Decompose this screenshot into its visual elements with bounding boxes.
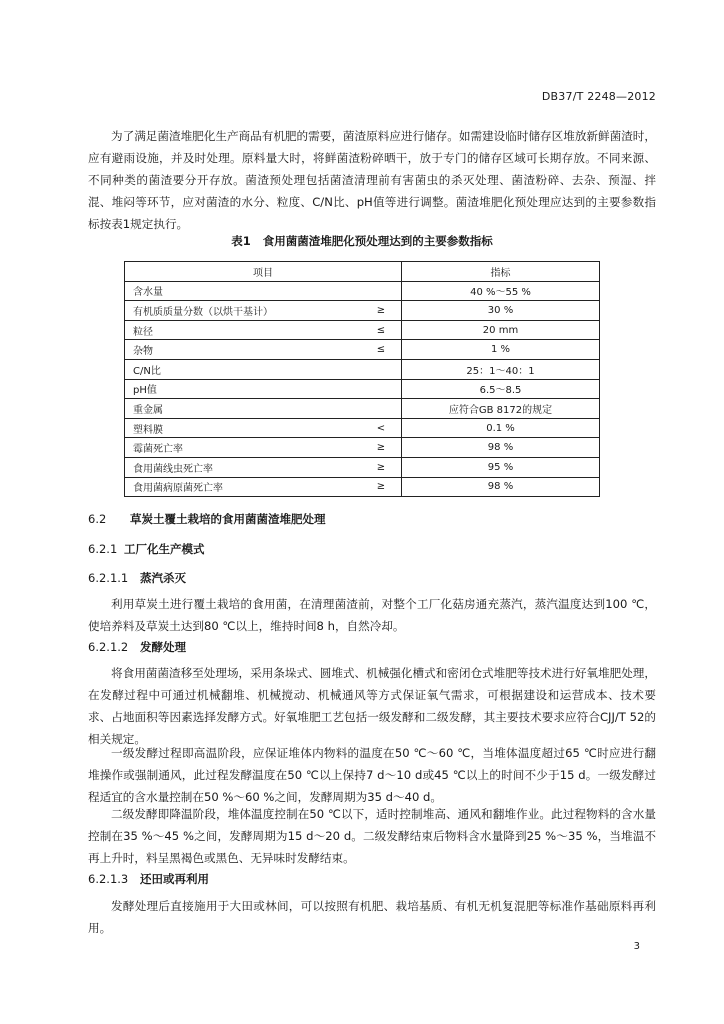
row-item: 粒径 bbox=[125, 320, 362, 340]
intro-paragraph: 为了满足菌渣堆肥化生产商品有机肥的需要，菌渣原料应进行储存。如需建设临时储存区堆放新鲜菌渣时，应有避雨设施，并及时处理。原料量大时，将鲜菌渣粉碎晒干，放于专门的储存区域可长期存放。不同来源、不同种类的菌渣要分开存放。菌渣预处理包括菌渣清理前有害菌虫的杀灭处理、菌渣粉碎、去杂、预湿、拌混、堆闷等环节，应对菌渣的水分、粒度、C/N比、pH值等进行调整。菌渣堆肥化预处理应达到的主要参数指标按表1规定执行。 bbox=[88, 129, 656, 231]
row-operator: ≥ bbox=[361, 438, 402, 458]
field-reuse-paragraph: 发酵处理后直接施用于大田或林间，可以按照有机肥、栽培基质、有机无机复混肥等标准作基础原料再利用。 bbox=[88, 899, 656, 935]
row-item: 有机质质量分数（以烘干基计） bbox=[125, 301, 362, 321]
row-value: 0.1 % bbox=[402, 418, 600, 438]
section-title: 蒸汽杀灭 bbox=[140, 571, 186, 585]
section-6-2-1-heading bbox=[88, 541, 205, 557]
table-row bbox=[125, 359, 600, 379]
row-operator: ≥ bbox=[361, 477, 402, 497]
table-row bbox=[125, 477, 600, 497]
page-number: 3 bbox=[633, 941, 640, 952]
document-code: DB37/T 2248—2012 bbox=[541, 90, 656, 103]
row-value: 95 % bbox=[402, 457, 600, 477]
row-item: pH值 bbox=[125, 379, 402, 399]
section-6-2-1-1-heading bbox=[88, 570, 186, 586]
section-title: 发酵处理 bbox=[140, 640, 186, 654]
row-value: 40 %～55 % bbox=[402, 281, 600, 301]
table-caption-number: 表1 bbox=[231, 234, 251, 248]
row-value: 6.5～8.5 bbox=[402, 379, 600, 399]
table-row bbox=[125, 457, 600, 477]
section-number: 6.2.1.3 bbox=[88, 872, 129, 886]
row-item: 食用菌线虫死亡率 bbox=[125, 457, 362, 477]
table-header-row bbox=[125, 262, 600, 282]
header-value: 指标 bbox=[402, 262, 600, 282]
row-value: 20 mm bbox=[402, 320, 600, 340]
table-caption bbox=[124, 233, 600, 249]
row-item: 含水量 bbox=[125, 281, 402, 301]
table-caption-title: 食用菌菌渣堆肥化预处理达到的主要参数指标 bbox=[262, 234, 493, 248]
row-value: 98 % bbox=[402, 438, 600, 458]
row-item: 杂物 bbox=[125, 340, 362, 360]
fermentation-paragraph-3: 二级发酵即降温阶段，堆体温度控制在50 ℃以下，适时控制堆高、通风和翻堆作业。此过程物料的含水量控制在35 %～45 %之间，发酵周期为15 d～20 d。二级发酵结束后物料含水量降到25 %～35 %，当堆温不再上升时，料呈黑褐色或黑色、无异味时发酵结束。 bbox=[88, 807, 656, 865]
section-number: 6.2.1.1 bbox=[88, 571, 129, 585]
section-number: 6.2.1.2 bbox=[88, 640, 129, 654]
row-operator: < bbox=[361, 418, 402, 438]
table-row bbox=[125, 399, 600, 419]
row-item: 塑料膜 bbox=[125, 418, 362, 438]
row-operator: ≥ bbox=[361, 457, 402, 477]
row-operator: ≤ bbox=[361, 320, 402, 340]
row-item: 重金属 bbox=[125, 399, 402, 419]
row-value: 应符合GB 8172的规定 bbox=[402, 399, 600, 419]
section-title: 还田或再利用 bbox=[140, 872, 209, 886]
steam-sterilization-paragraph: 利用草炭土进行覆土栽培的食用菌，在清理菌渣前，对整个工厂化菇房通充蒸汽，蒸汽温度达到100 ℃，使培养料及草炭土达到80 ℃以上，维持时间8 h，自然冷却。 bbox=[88, 597, 656, 633]
section-number: 6.2 bbox=[88, 512, 107, 526]
row-operator: ≤ bbox=[361, 340, 402, 360]
row-item: C/N比 bbox=[125, 359, 402, 379]
section-6-2-1-3-heading bbox=[88, 871, 209, 887]
table-row bbox=[125, 418, 600, 438]
row-item: 食用菌病原菌死亡率 bbox=[125, 477, 362, 497]
row-value: 25：1～40：1 bbox=[402, 359, 600, 379]
section-title: 工厂化生产模式 bbox=[124, 542, 205, 556]
row-value: 98 % bbox=[402, 477, 600, 497]
header-item: 项目 bbox=[125, 262, 402, 282]
table-row bbox=[125, 379, 600, 399]
table-row bbox=[125, 281, 600, 301]
section-title: 草炭土覆土栽培的食用菌菌渣堆肥处理 bbox=[130, 512, 326, 526]
table-row bbox=[125, 301, 600, 321]
row-value: 30 % bbox=[402, 301, 600, 321]
row-value: 1 % bbox=[402, 340, 600, 360]
fermentation-paragraph-1: 将食用菌菌渣移至处理场，采用条垛式、圆堆式、机械强化槽式和密闭仓式堆肥等技术进行好氧堆肥处理，在发酵过程中可通过机械翻堆、机械搅动、机械通风等方式保证氧气需求，可根据建设和运营成本、技术要求、占地面积等因素选择发酵方式。好氧堆肥工艺包括一级发酵和二级发酵，其主要技术要求应符合CJJ/T 52的相关规定。 bbox=[88, 666, 656, 746]
parameter-table bbox=[124, 261, 600, 497]
section-number: 6.2.1 bbox=[88, 542, 118, 556]
row-item: 霉菌死亡率 bbox=[125, 438, 362, 458]
section-6-2-1-2-heading bbox=[88, 639, 186, 655]
table-row bbox=[125, 320, 600, 340]
fermentation-paragraph-2: 一级发酵过程即高温阶段，应保证堆体内物料的温度在50 ℃～60 ℃，当堆体温度超过65 ℃时应进行翻堆操作或强制通风，此过程发酵温度在50 ℃以上保持7 d～10 d或45 ℃以上的时间不少于15 d。一级发酵过程适宜的含水量控制在50 %～60 %之间，发酵周期为35 d～40 d。 bbox=[88, 746, 656, 804]
table-row bbox=[125, 438, 600, 458]
table-row bbox=[125, 340, 600, 360]
section-6-2-heading bbox=[88, 511, 326, 527]
row-operator: ≥ bbox=[361, 301, 402, 321]
